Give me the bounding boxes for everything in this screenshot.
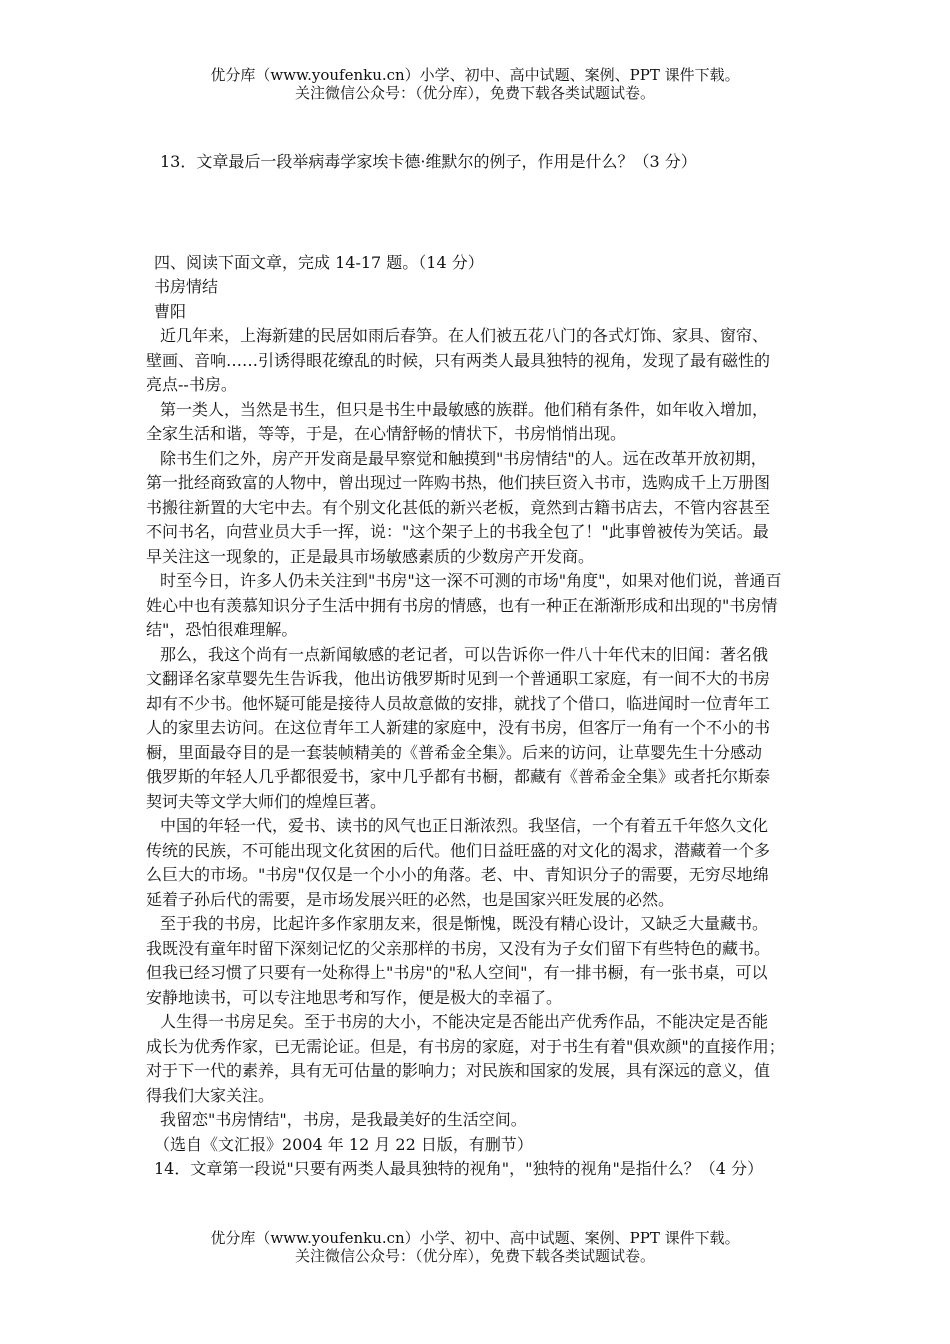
paragraph-line: 第一批经商致富的人物中，曾出现过一阵购书热，他们挟巨资入书市，选购成千上万册图 xyxy=(146,473,771,492)
paragraph-line: 那么，我这个尚有一点新闻敏感的老记者，可以告诉你一件八十年代末的旧闻：著名俄 xyxy=(160,644,769,664)
header-line-1: 优分库（www.youfenku.cn）小学、初中、高中试题、案例、PPT 课件下载。 xyxy=(210,66,740,84)
header-line-2: 关注微信公众号：（优分库），免费下载各类试题试卷。 xyxy=(294,84,655,102)
answer-space xyxy=(146,175,810,251)
paragraph-line: 不问书名，向营业员大手一挥，说："这个架子上的书我全包了！"此事曾被传为笑话。最 xyxy=(146,522,769,541)
paragraph-line: 契诃夫等文学大师们的煌煌巨著。 xyxy=(146,791,387,811)
paragraph-line: 成长为优秀作家，已无需论证。但是，有书房的家庭，对于书生有着"俱欢颜"的直接作用； xyxy=(146,1036,785,1056)
page-footer xyxy=(0,1229,950,1265)
paragraph-line: 时至今日，许多人仍未关注到"书房"这一深不可测的市场"角度"，如果对他们说，普通百 xyxy=(160,571,782,590)
paragraph-line: 传统的民族，不可能出现文化贫困的后代。他们日益旺盛的对文化的渴求，潜藏着一个多 xyxy=(146,840,771,860)
paragraph-line: 早关注这一现象的，正是最具市场敏感素质的少数房产开发商。 xyxy=(146,546,595,566)
paragraph-line: 壁画、音响……引诱得眼花缭乱的时候，只有两类人最具独特的视角，发现了最有磁性的 xyxy=(146,350,771,370)
document-body xyxy=(146,150,810,1182)
paragraph-line: 全家生活和谐，等等，于是，在心情舒畅的情状下，书房悄悄出现。 xyxy=(146,424,627,443)
article-paragraph xyxy=(146,1010,810,1108)
footer-line-2: 关注微信公众号：（优分库），免费下载各类试题试卷。 xyxy=(294,1247,655,1265)
paragraph-line: 但我已经习惯了只要有一处称得上"书房"的"私人空间"，有一排书橱，有一张书桌，可以 xyxy=(146,963,768,982)
paragraph-line: 么巨大的市场。"书房"仅仅是一个小小的角落。老、中、青知识分子的需要，无穷尽地绵 xyxy=(146,865,769,884)
paragraph-line: 结"，恐怕很难理解。 xyxy=(146,620,298,639)
paragraph-line: 文翻译名家草婴先生告诉我，他出访俄罗斯时见到一个普通职工家庭，有一间不大的书房 xyxy=(146,669,771,688)
article-paragraph xyxy=(146,569,810,643)
page-header xyxy=(0,66,950,102)
paragraph-line: 得我们大家关注。 xyxy=(146,1085,275,1105)
article-paragraph xyxy=(146,912,810,1010)
article-paragraph xyxy=(146,814,810,912)
article-paragraph xyxy=(146,447,810,570)
article-title: 书房情结 xyxy=(154,277,219,296)
paragraph-line: 对于下一代的素养，具有无可估量的影响力；对民族和国家的发展，具有深远的意义，值 xyxy=(146,1061,771,1080)
article-paragraph xyxy=(146,1108,810,1133)
footer-line-1: 优分库（www.youfenku.cn）小学、初中、高中试题、案例、PPT 课件下载。 xyxy=(210,1229,740,1247)
article-paragraph xyxy=(146,324,810,398)
article-author: 曹阳 xyxy=(154,301,187,321)
paragraph-line: 我留恋"书房情结"，书房，是我最美好的生活空间。 xyxy=(160,1110,527,1129)
article-paragraphs xyxy=(146,324,810,1133)
paragraph-line: 人的家里去访问。在这位青年工人新建的家庭中，没有书房，但客厅一角有一个不小的书 xyxy=(146,718,771,737)
paragraph-line: 姓心中也有羡慕知识分子生活中拥有书房的情感，也有一种正在渐渐形成和出现的"书房情 xyxy=(146,595,778,615)
paragraph-line: 我既没有童年时留下深刻记忆的父亲那样的书房，又没有为子女们留下有些特色的藏书。 xyxy=(146,938,771,958)
article-paragraph xyxy=(146,398,810,447)
question-14: 14．文章第一段说"只要有两类人最具独特的视角"，"独特的视角"是指什么？（4 分） xyxy=(154,1159,764,1178)
paragraph-line: 书搬往新置的大宅中去。有个别文化甚低的新兴老板，竟然到古籍书店去，不管内容甚至 xyxy=(146,497,771,517)
paragraph-line: 除书生们之外，房产开发商是最早察觉和触摸到"书房情结"的人。远在改革开放初期， xyxy=(160,448,767,468)
paragraph-line: 俄罗斯的年轻人几乎都很爱书，家中几乎都有书橱，都藏有《普希金全集》或者托尔斯泰 xyxy=(146,767,771,786)
article-paragraph xyxy=(146,643,810,815)
paragraph-line: 安静地读书，可以专注地思考和写作，便是极大的幸福了。 xyxy=(146,987,563,1007)
paragraph-line: 中国的年轻一代，爱书、读书的风气也正日渐浓烈。我坚信，一个有着五千年悠久文化 xyxy=(160,816,769,835)
paragraph-line: 延着子孙后代的需要，是市场发展兴旺的必然，也是国家兴旺发展的必然。 xyxy=(146,889,675,909)
paragraph-line: 亮点--书房。 xyxy=(146,375,237,394)
question-13: 13．文章最后一段举病毒学家埃卡德·维默尔的例子，作用是什么？（3 分） xyxy=(160,152,697,171)
article-source: （选自《文汇报》2004 年 12 月 22 日版，有删节） xyxy=(154,1134,533,1154)
paragraph-line: 第一类人，当然是书生，但只是书生中最敏感的族群。他们稍有条件，如年收入增加， xyxy=(160,399,769,419)
paragraph-line: 却有不少书。他怀疑可能是接待人员故意做的安排，就找了个借口，临进闻时一位青年工 xyxy=(146,693,771,713)
paragraph-line: 至于我的书房，比起许多作家朋友来，很是惭愧，既没有精心设计，又缺乏大量藏书。 xyxy=(160,914,769,933)
paragraph-line: 近几年来，上海新建的民居如雨后春笋。在人们被五花八门的各式灯饰、家具、窗帘、 xyxy=(160,326,769,345)
paragraph-line: 人生得一书房足矣。至于书房的大小，不能决定是否能出产优秀作品，不能决定是否能 xyxy=(160,1012,769,1031)
paragraph-line: 橱，里面最夺目的是一套装帧精美的《普希金全集》。后来的访问，让草婴先生十分感动 xyxy=(146,742,763,762)
section-heading: 四、阅读下面文章，完成 14-17 题。（14 分） xyxy=(154,252,484,272)
